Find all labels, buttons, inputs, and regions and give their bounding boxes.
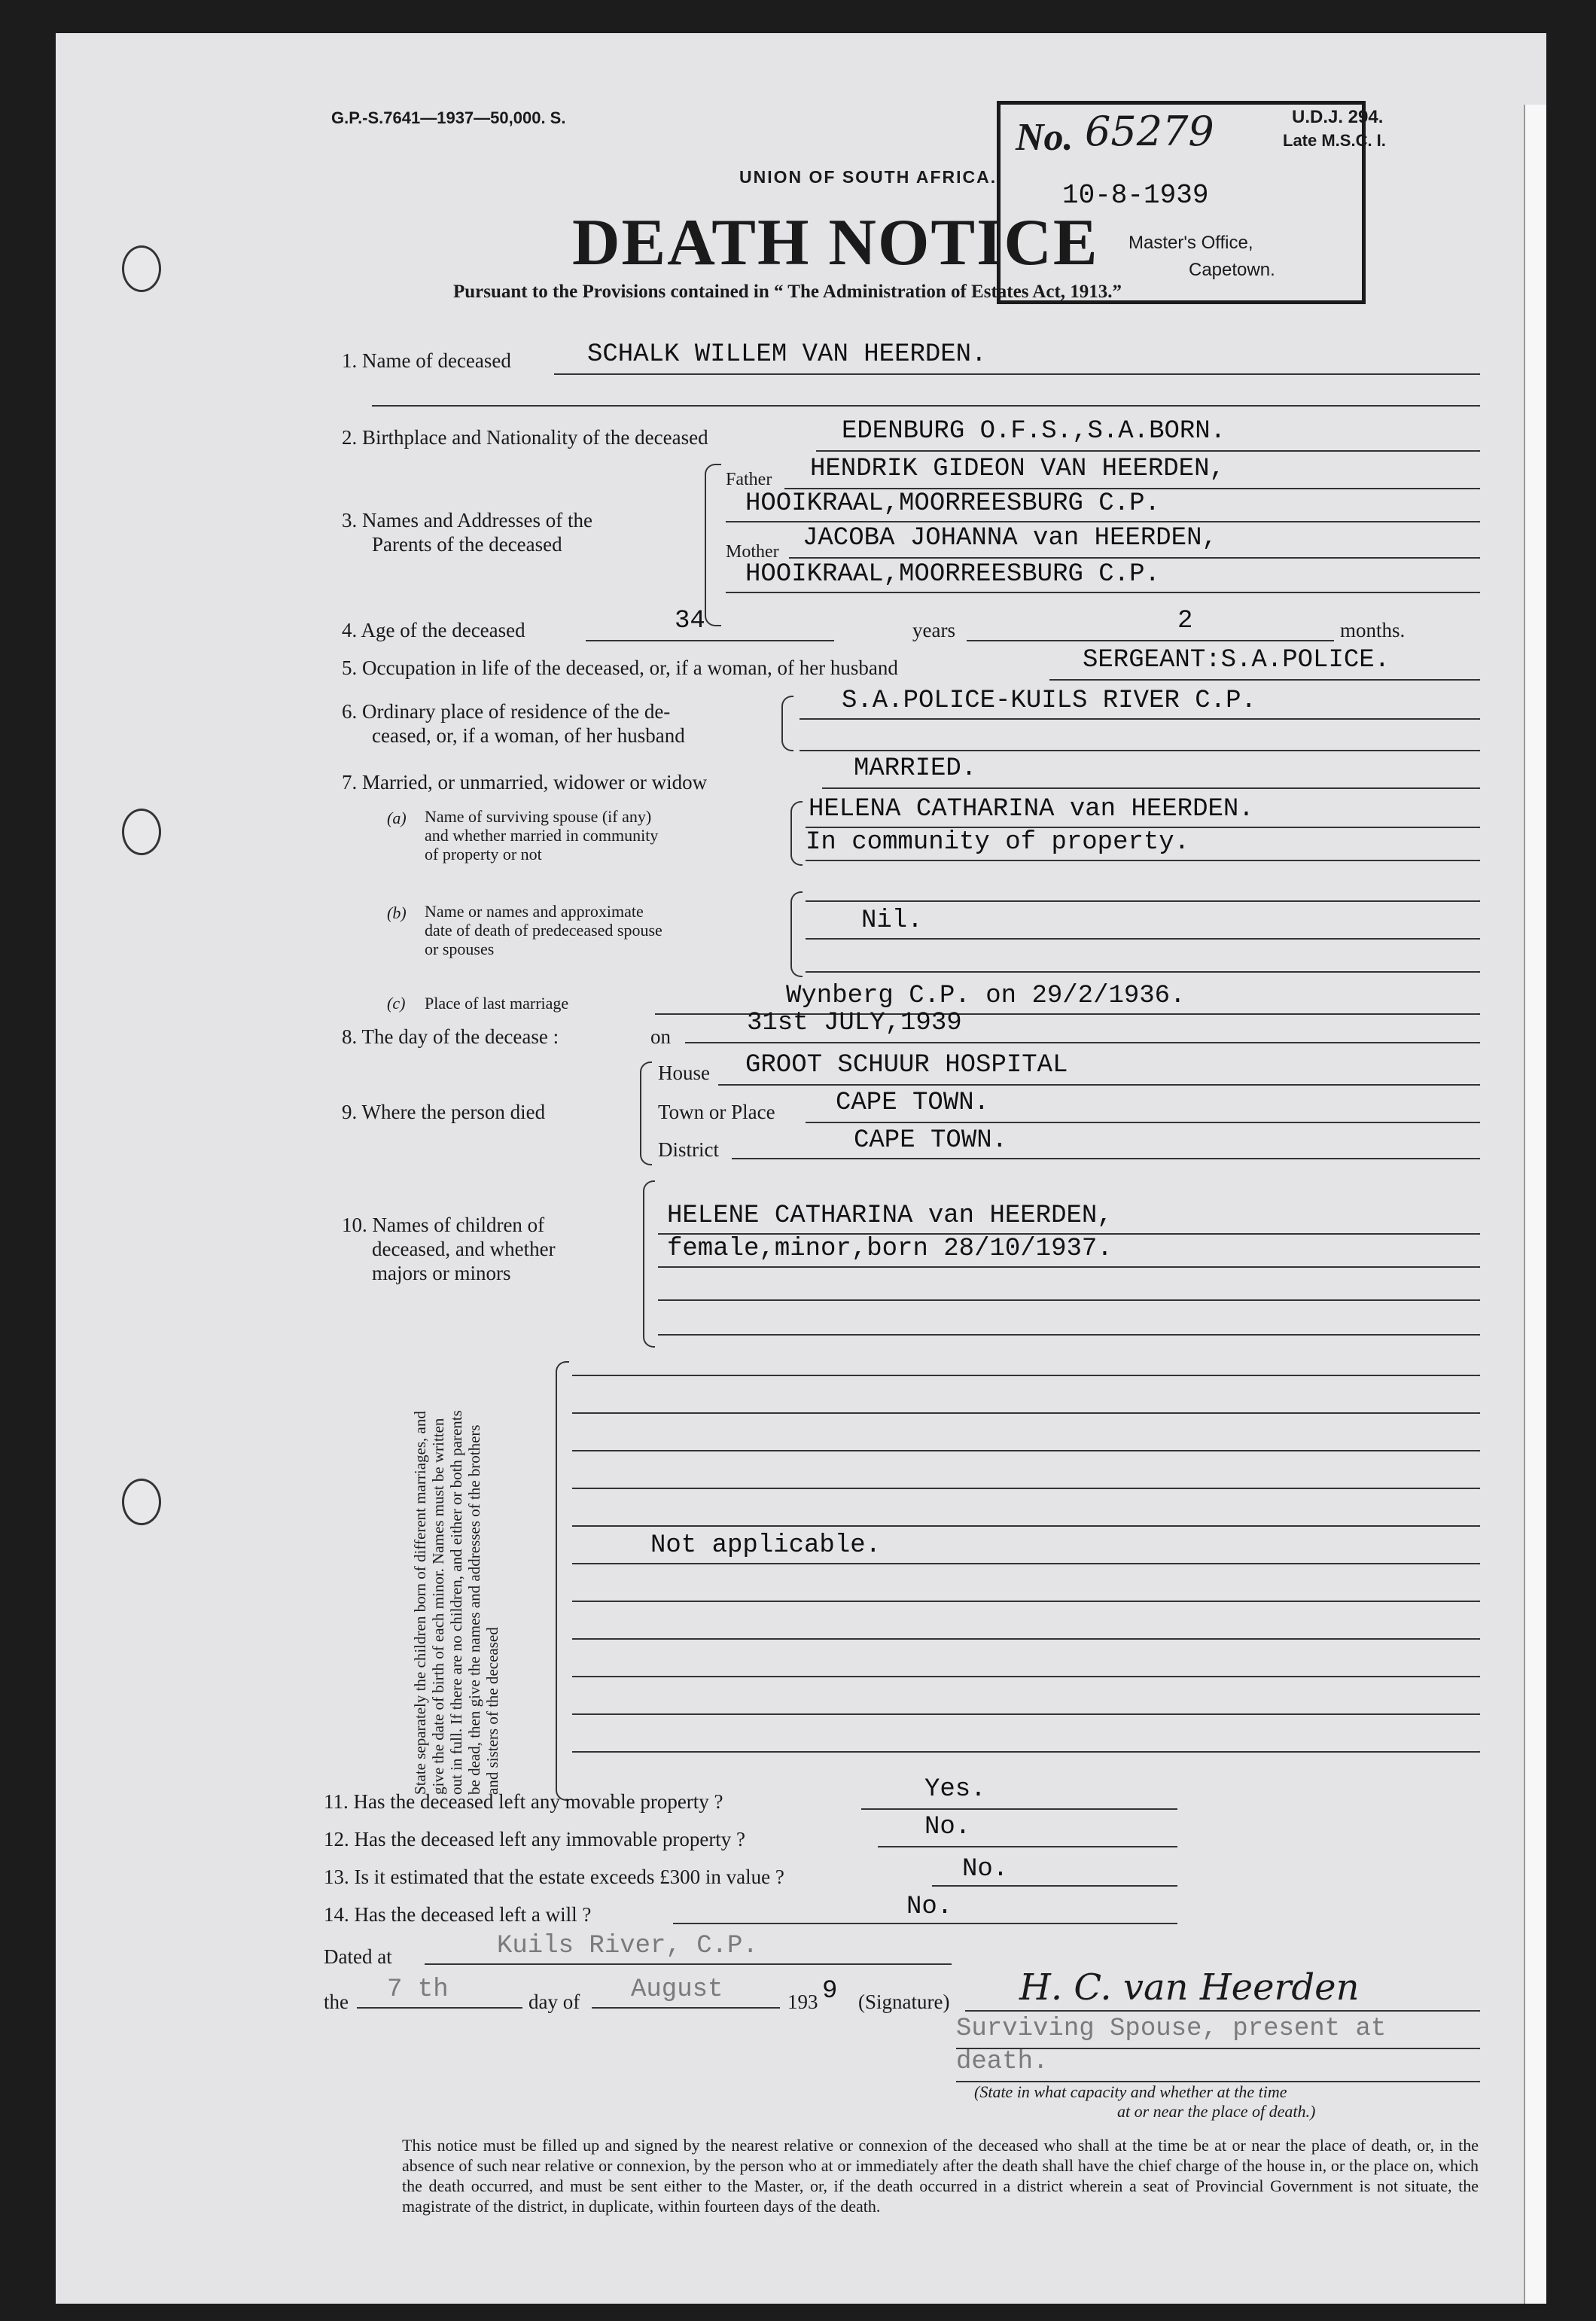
rule — [572, 1713, 1480, 1715]
q7b-label-1: Name or names and approximate — [425, 902, 644, 921]
rule — [572, 1412, 1480, 1414]
q6-label-1: 6. Ordinary place of residence of the de- — [342, 700, 671, 723]
stamp-date: 10-8-1939 — [1062, 180, 1209, 211]
brace — [643, 1180, 655, 1348]
the-label: the — [324, 1991, 349, 2013]
q6-value: S.A.POLICE-KUILS RIVER C.P. — [842, 687, 1256, 715]
capacity-note-1: (State in what capacity and whether at the time — [974, 2082, 1287, 2101]
rule — [572, 1751, 1480, 1753]
rule — [822, 787, 1480, 789]
rule — [789, 557, 1480, 559]
rule — [806, 938, 1480, 940]
rule — [806, 860, 1480, 861]
rule — [357, 2007, 522, 2009]
q3-label-2: Parents of the deceased — [372, 533, 562, 556]
rule — [673, 1923, 1177, 1924]
mother-name: JACOBA JOHANNA van HEERDEN, — [803, 524, 1217, 553]
form-reference-late: Late M.S.C. I. — [1283, 131, 1386, 150]
q14-label: 14. Has the deceased left a will ? — [324, 1903, 592, 1926]
q4-months: 2 — [1177, 607, 1193, 635]
q10-value-1: HELENE CATHARINA van HEERDEN, — [667, 1202, 1113, 1230]
capacity-note-2: at or near the place of death.) — [1117, 2102, 1316, 2121]
q7a-value-2: In community of property. — [806, 828, 1190, 857]
rule — [658, 1299, 1480, 1301]
side-value: Not applicable. — [650, 1531, 882, 1560]
brace — [556, 1361, 569, 1801]
q12-value: No. — [924, 1813, 971, 1841]
brace — [790, 891, 803, 977]
rule — [967, 640, 1334, 641]
town-label: Town or Place — [658, 1101, 775, 1123]
q7b-label-2: date of death of predeceased spouse — [425, 921, 662, 940]
punch-hole — [122, 1479, 161, 1525]
q7c-label: Place of last marriage — [425, 994, 569, 1013]
q8-label: 8. The day of the decease : — [342, 1025, 559, 1048]
district-label: District — [658, 1138, 719, 1161]
q7-label: 7. Married, or unmarried, widower or widow — [342, 771, 708, 793]
brace — [705, 464, 721, 626]
mother-label: Mother — [726, 542, 779, 562]
death-notice-page — [56, 33, 1546, 2304]
rule — [965, 2010, 1480, 2012]
rule — [726, 592, 1480, 593]
years-label: years — [912, 619, 955, 641]
rule — [861, 1808, 1177, 1810]
q7c-value: Wynberg C.P. on 29/2/1936. — [786, 982, 1186, 1010]
rule — [732, 1158, 1480, 1159]
rule — [1049, 679, 1480, 681]
q7a-label-3: of property or not — [425, 845, 542, 864]
rule — [572, 1601, 1480, 1602]
footer-instructions: This notice must be filled up and signed by the nearest relative or connexion of the deceased who shall at the time be at or near the place of death, or, in the absence of such near relative or connexion, by the person who at or immediately after the death shall have the chief charge of the house in, or the place on, which the death occurred, and must be sent either to the Master, or, if the death occurred in a district wherein a seat of Provincial Government is not situate, the magistrate of the district, in duplicate, within fourteen days of the death. — [402, 2136, 1479, 2216]
father-name: HENDRIK GIDEON VAN HEERDEN, — [810, 455, 1225, 483]
q1-value: SCHALK WILLEM VAN HEERDEN. — [587, 340, 987, 369]
signature: H. C. van Heerden — [1019, 1966, 1360, 2009]
q1-label: 1. Name of deceased — [342, 349, 511, 372]
rule — [816, 450, 1480, 452]
stamp-no-label: No. — [1016, 116, 1074, 159]
union-heading: UNION OF SOUTH AFRICA. — [739, 167, 998, 187]
rule — [718, 1084, 1480, 1086]
master-office-stamp — [997, 101, 1366, 304]
rule — [572, 1638, 1480, 1640]
rule — [800, 750, 1480, 751]
q8-on: on — [650, 1025, 671, 1048]
q13-value: No. — [962, 1855, 1009, 1884]
q5-label: 5. Occupation in life of the deceased, or, if a woman, of her husband — [342, 656, 898, 679]
q10-label-3: majors or minors — [372, 1262, 511, 1284]
q9-label: 9. Where the person died — [342, 1101, 546, 1123]
rule — [685, 1042, 1480, 1043]
q4-years: 34 — [675, 607, 705, 635]
q8-value: 31st JULY,1939 — [747, 1009, 962, 1037]
q7b-value: Nil. — [861, 906, 923, 935]
side-note-text: State separately the children born of different marriages, and give the date of birth of each minor. Names must be written out in full. If there are no children, and either or both parents be dead, then give the names and addresses of the brothers and sisters of the deceased — [411, 1410, 501, 1795]
dated-at-label: Dated at — [324, 1945, 392, 1968]
form-reference: U.D.J. 294. — [1292, 107, 1384, 127]
rule — [806, 900, 1480, 902]
rule — [372, 405, 1480, 407]
months-label: months. — [1340, 619, 1406, 641]
q6-label-2: ceased, or, if a woman, of her husband — [372, 724, 685, 747]
rule — [572, 1676, 1480, 1677]
q13-label: 13. Is it estimated that the estate exceeds £300 in value ? — [324, 1866, 784, 1888]
mother-address: HOOIKRAAL,MOORREESBURG C.P. — [745, 560, 1160, 589]
house-label: House — [658, 1062, 710, 1084]
q7c-marker: (c) — [387, 994, 406, 1013]
brace — [790, 801, 803, 866]
rule — [658, 1334, 1480, 1336]
day-of-label: day of — [528, 1991, 580, 2013]
rule — [572, 1450, 1480, 1451]
rule — [932, 1885, 1177, 1887]
rule — [554, 373, 1480, 375]
rule — [425, 1963, 952, 1965]
q7b-label-3: or spouses — [425, 940, 495, 958]
page-edge — [1524, 105, 1546, 2304]
brace — [640, 1062, 652, 1165]
brace — [781, 696, 793, 751]
q7a-marker: (a) — [387, 809, 407, 827]
town-value: CAPE TOWN. — [836, 1089, 990, 1117]
father-address: HOOIKRAAL,MOORREESBURG C.P. — [745, 489, 1160, 518]
q7-value: MARRIED. — [854, 754, 977, 783]
q10-label-2: deceased, and whether — [372, 1238, 556, 1260]
rule — [806, 1122, 1480, 1123]
q7b-marker: (b) — [387, 903, 407, 922]
q2-value: EDENBURG O.F.S.,S.A.BORN. — [842, 417, 1226, 446]
stamp-office: Master's Office, — [1128, 233, 1253, 253]
year-prefix: 193 — [787, 1991, 818, 2013]
father-label: Father — [726, 470, 772, 489]
stamp-city: Capetown. — [1189, 260, 1275, 280]
rule — [658, 1266, 1480, 1268]
q11-value: Yes. — [924, 1775, 986, 1804]
day-value: 7 th — [387, 1975, 449, 2004]
rule — [586, 640, 834, 641]
punch-hole — [122, 809, 161, 855]
q12-label: 12. Has the deceased left any immovable property ? — [324, 1828, 746, 1850]
rule — [572, 1375, 1480, 1376]
punch-hole — [122, 245, 161, 292]
q10-value-2: female,minor,born 28/10/1937. — [667, 1235, 1113, 1263]
district-value: CAPE TOWN. — [854, 1126, 1008, 1155]
rule — [806, 971, 1480, 973]
side-note — [411, 1403, 562, 1795]
capacity-1: Surviving Spouse, present at — [956, 2015, 1387, 2043]
stamp-number: 65279 — [1085, 108, 1214, 155]
q7a-value-1: HELENA CATHARINA van HEERDEN. — [809, 795, 1254, 824]
month-value: August — [631, 1975, 723, 2004]
q7a-label-2: and whether married in community — [425, 826, 659, 845]
year-suffix: 9 — [822, 1977, 838, 2006]
rule — [572, 1488, 1480, 1489]
q4-label: 4. Age of the deceased — [342, 619, 525, 641]
page-subtitle: Pursuant to the Provisions contained in “ The Administration of Estates Act, 1913.” — [453, 282, 1122, 302]
dated-at-value: Kuils River, C.P. — [497, 1932, 758, 1960]
q11-label: 11. Has the deceased left any movable property ? — [324, 1790, 723, 1813]
q10-label-1: 10. Names of children of — [342, 1214, 545, 1236]
capacity-2: death. — [956, 2048, 1049, 2076]
q3-label-1: 3. Names and Addresses of the — [342, 509, 592, 532]
house-value: GROOT SCHUUR HOSPITAL — [745, 1051, 1068, 1080]
q14-value: No. — [906, 1893, 953, 1921]
page-title: DEATH NOTICE — [572, 206, 1099, 279]
rule — [572, 1525, 1480, 1527]
q2-label: 2. Birthplace and Nationality of the deceased — [342, 426, 708, 449]
signature-label: (Signature) — [858, 1991, 950, 2013]
rule — [800, 718, 1480, 720]
rule — [592, 2007, 780, 2009]
rule — [726, 521, 1480, 522]
gp-reference: G.P.-S.7641—1937—50,000. S. — [331, 108, 566, 127]
q5-value: SERGEANT:S.A.POLICE. — [1083, 646, 1390, 675]
rule — [572, 1563, 1480, 1564]
rule — [878, 1846, 1177, 1847]
q7a-label-1: Name of surviving spouse (if any) — [425, 807, 652, 826]
